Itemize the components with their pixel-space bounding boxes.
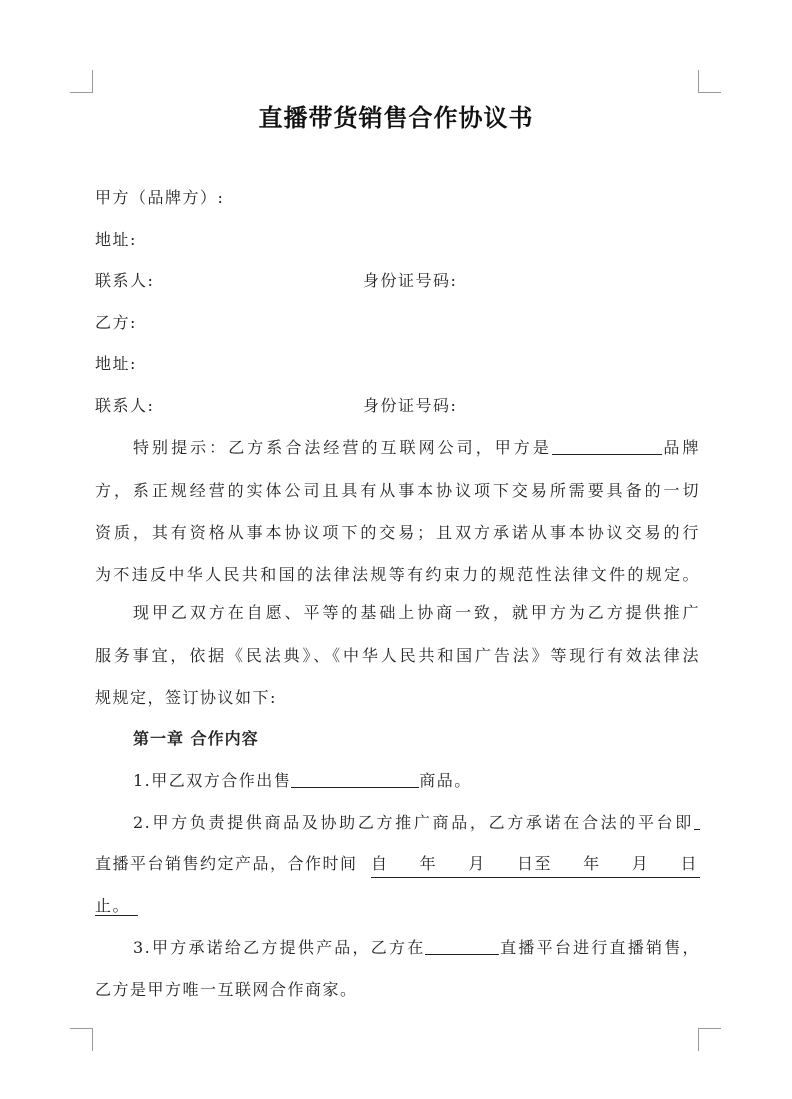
line-end-blank xyxy=(694,811,700,830)
document-title: 直播带货销售合作协议书 xyxy=(258,104,534,132)
chapter-1-item-2-line-2: 直播平台销售约定产品，合作时间 自 年 月 日至 年 月 日 xyxy=(95,851,700,877)
party-a-contact-label: 联系人: xyxy=(95,271,155,290)
product-name-blank xyxy=(291,769,419,788)
platform-name-blank xyxy=(425,936,499,955)
party-a-contact-row xyxy=(95,268,700,294)
chapter-1-item-2-line-3: 止。 xyxy=(95,893,700,919)
notice-line-4: 为不违反中华人民共和国的法律法规等有约束力的规范性法律文件的规定。 xyxy=(95,565,700,584)
party-b-contact-label: 联系人: xyxy=(95,396,155,415)
party-a-label: 甲方（品牌方）: xyxy=(95,188,225,207)
chapter-1-heading: 第一章 合作内容 xyxy=(133,729,259,748)
party-b-label: 乙方: xyxy=(95,313,137,332)
party-a-address-label: 地址: xyxy=(95,230,137,249)
chapter-1-item-2-line-1: 2.甲方负责提供商品及协助乙方推广商品，乙方承诺在合法的平台即 xyxy=(95,810,700,836)
brand-name-blank xyxy=(552,436,662,455)
intro-line-3: 规规定，签订协议如下: xyxy=(95,688,277,707)
chapter-1-item-3-line-1: 3.甲方承诺给乙方提供产品，乙方在 直播平台进行直播销售， xyxy=(133,938,700,957)
page-corner-mark-top-left xyxy=(70,70,93,93)
notice-line-3: 资质，其有资格从事本协议项下的交易；且双方承诺从事本协议交易的行 xyxy=(95,523,700,542)
chapter-1-item-3-line-2: 乙方是甲方唯一互联网合作商家。 xyxy=(95,980,358,999)
party-a-id-label: 身份证号码: xyxy=(363,271,458,290)
page-corner-mark-top-right xyxy=(698,70,721,93)
party-b-address-label: 地址: xyxy=(95,354,137,373)
party-b-id-label: 身份证号码: xyxy=(363,396,458,415)
intro-line-1: 现甲乙双方在自愿、平等的基础上协商一致，就甲方为乙方提供推广 xyxy=(133,603,700,622)
notice-line-2: 方，系正规经营的实体公司且具有从事本协议项下交易所需要具备的一切 xyxy=(95,481,700,500)
notice-line-1: 特别提示：乙方系合法经营的互联网公司，甲方是 品牌 xyxy=(133,438,700,457)
intro-line-2: 服务事宜，依据《民法典》、《中华人民共和国广告法》等现行有效法律法 xyxy=(95,646,700,665)
page-corner-mark-bottom-left xyxy=(70,1028,93,1051)
party-b-contact-row xyxy=(95,393,700,419)
cooperation-period-date-field: 自 年 月 日至 年 月 日 xyxy=(371,851,700,878)
chapter-1-item-1: 1.甲乙双方合作出售 商品。 xyxy=(133,771,472,790)
page-corner-mark-bottom-right xyxy=(698,1028,721,1051)
